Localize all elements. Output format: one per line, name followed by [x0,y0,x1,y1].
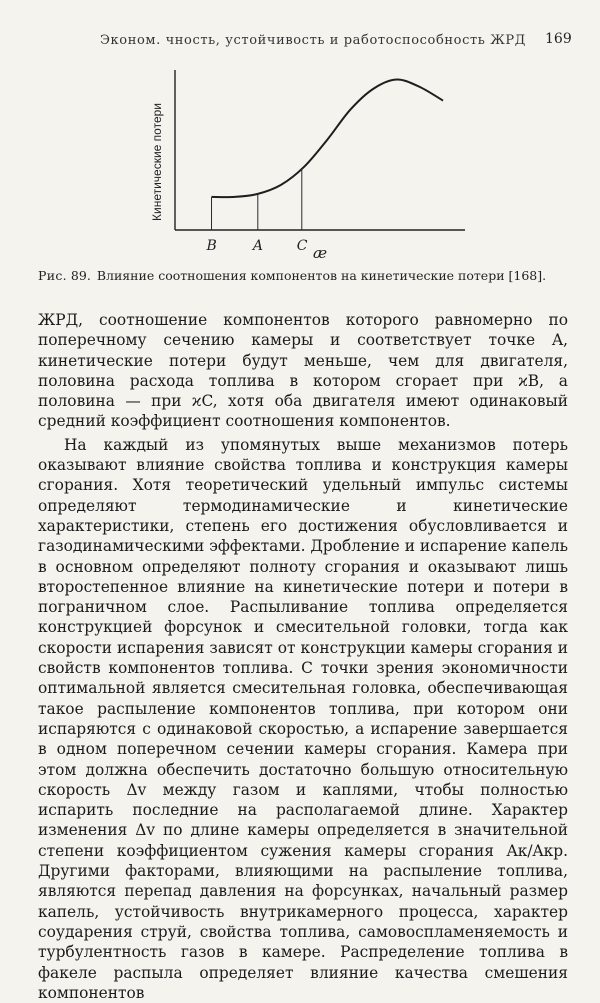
caption-label: Рис. [38,268,67,283]
body-text [38,310,568,1003]
paragraph-2: На каждый из упомянутых выше механизмов потерь оказывают влияние свойства топлива и конструкция камеры сгорания. Хотя теоретический удельный импульс системы определяют термодинамические и кинетические характеристики, степень его достижения обусловливается и газодинамическими эффектами. Дробление и испарение капель в основном определяют полноту сгорания и оказывают лишь второстепенное влияние на кинетические потери и потери в пограничном слое. Распыливание топлива определяется конструкцией форсунок и смесительной головки, тогда как скорости испарения зависят от конструкции камеры сгорания и свойств компонентов топлива. С точки зрения экономичности оптимальной является смесительная головка, обеспечивающая такое распыление компонентов топлива, при котором они испаряются с одинаковой скоростью, а испарение завершается в одном поперечном сечении камеры сгорания. Камера при этом должна обеспечить достаточно большую относительную скорость Δv между газом и каплями, чтобы полностью испарить последние на располагаемой длине. Характер изменения Δv по длине камеры определяется в значительной степени коэффициентом сужения камеры сгорания Aк/Aкр. Другими факторами, влияющими на распыление топлива, являются перепад давления на форсунках, начальный размер капель, устойчивость внутрикамерного процесса, характер соударения струй, свойства топлива, самовоспламеняемость и турбулентность газов в камере. Распределение топлива в факеле распыла определяет влияние качества смешения компонентов [38,435,568,1002]
figure-chart [145,58,565,268]
y-axis-label: Кинетические потери [150,102,164,221]
paragraph-1: ЖРД, соотношение компонентов которого равномерно по поперечному сечению камеры и соответствует точке A, кинетические потери будут меньше, чем для двигателя, половина расхода топлива в котором сгорает при ϰB, а половина — при ϰC, хотя оба двигателя имеют одинаковый средний коэффициент соотношения компонентов. [38,311,568,431]
x-axis-label: æ [313,244,328,262]
x-tick-label-a: A [252,238,263,254]
x-tick-label-c: C [296,238,308,254]
running-head: Эконом. чность, устойчивость и работоспособность ЖРД [100,33,526,48]
kinetic-loss-curve [212,79,444,197]
x-tick-label-b: B [206,238,217,254]
caption-number: 89. [70,268,91,283]
page-number: 169 [545,31,572,47]
caption-text: Влияние соотношения компонентов на кинетические потери [168]. [96,268,547,283]
figure-caption [38,268,568,284]
